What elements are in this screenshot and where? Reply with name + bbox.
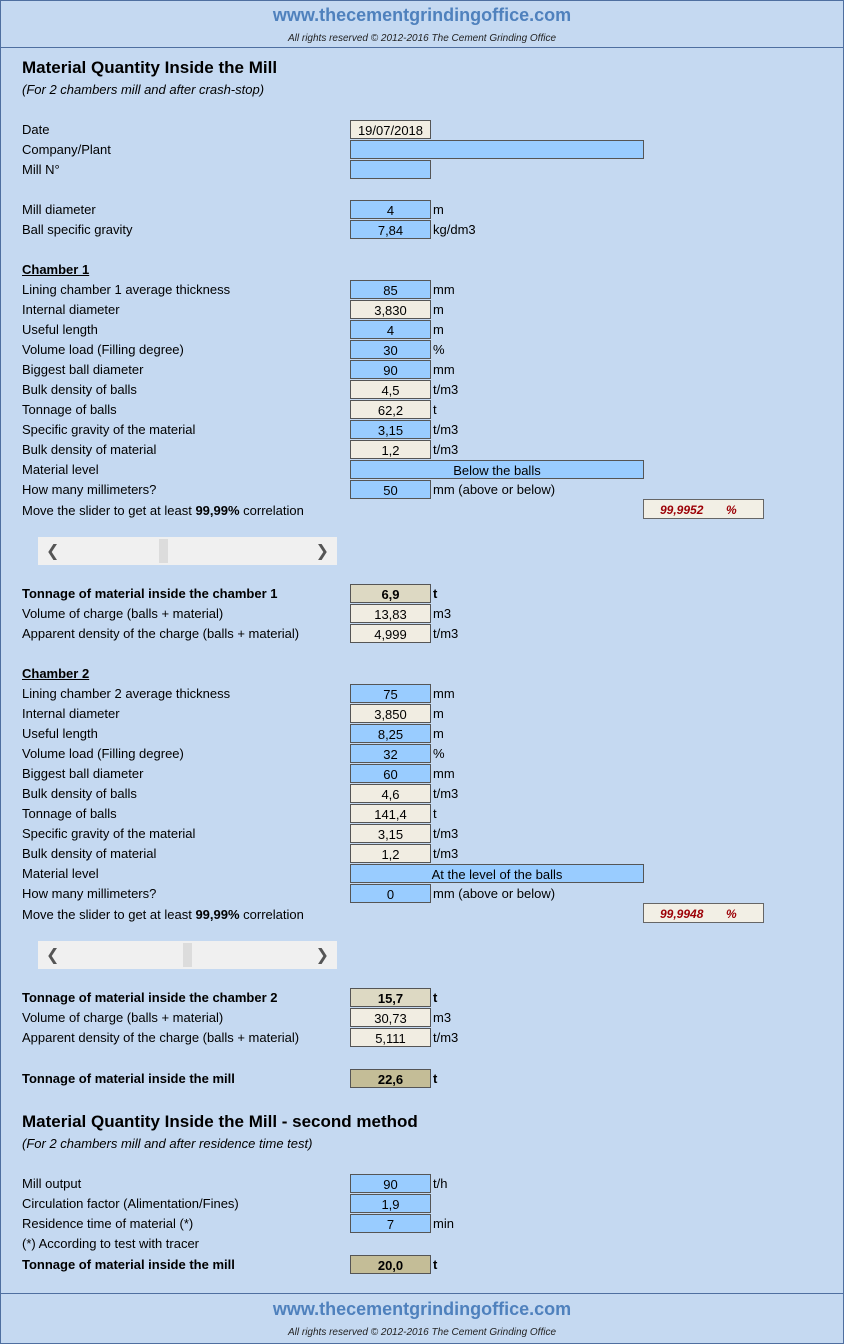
c1-length-input[interactable]: 4 xyxy=(350,320,431,339)
c1-mm-input[interactable]: 50 xyxy=(350,480,431,499)
chamber1-heading: Chamber 1 xyxy=(22,262,90,277)
c2-mm-label: How many millimeters? xyxy=(22,886,157,901)
c1-ball-input[interactable]: 90 xyxy=(350,360,431,379)
c2-length-label: Useful length xyxy=(22,726,98,741)
c2-bulk-balls-label: Bulk density of balls xyxy=(22,786,137,801)
c1-tonnage-balls-unit: t xyxy=(433,402,437,417)
c1-charge-vol-unit: m3 xyxy=(433,606,452,621)
c2-bulk-mat-unit: t/m3 xyxy=(433,846,459,861)
c2-ball-input[interactable]: 60 xyxy=(350,764,431,783)
m2-total-label: Tonnage of material inside the mill xyxy=(22,1257,235,1272)
ball-sg-unit: kg/dm3 xyxy=(433,222,476,237)
footer-site-link[interactable]: www.thecementgrindingoffice.com xyxy=(272,1299,572,1319)
mill-diameter-label: Mill diameter xyxy=(22,202,96,217)
m2-output-input[interactable]: 90 xyxy=(350,1174,431,1193)
c1-sg-mat-input[interactable]: 3,15 xyxy=(350,420,431,439)
c2-internal-label: Internal diameter xyxy=(22,706,120,721)
c1-bulk-balls-unit: t/m3 xyxy=(433,382,459,397)
c1-lining-unit: mm xyxy=(433,282,455,297)
c1-slider-instruction: Move the slider to get at least 99,99% correlation xyxy=(22,503,304,518)
c2-lining-label: Lining chamber 2 average thickness xyxy=(22,686,231,701)
m2-total-unit: t xyxy=(433,1257,438,1272)
c2-correlation-cell xyxy=(643,903,764,923)
c2-level-select[interactable]: At the level of the balls xyxy=(350,864,644,883)
c1-density-unit: t/m3 xyxy=(433,626,459,641)
mill-no-label: Mill N° xyxy=(22,162,60,177)
chevron-left-icon[interactable]: ❮ xyxy=(46,947,60,964)
c1-slider-thumb[interactable] xyxy=(159,539,168,563)
c2-volume-label: Volume load (Filling degree) xyxy=(22,746,184,761)
c2-bulk-balls-value: 4,6 xyxy=(350,784,431,803)
c1-volume-unit: % xyxy=(433,342,445,357)
c2-correlation-unit: % xyxy=(726,907,737,921)
c2-tonnage-balls-unit: t xyxy=(433,806,437,821)
c1-bulk-mat-value: 1,2 xyxy=(350,440,431,459)
c2-charge-vol-unit: m3 xyxy=(433,1010,452,1025)
c1-bulk-balls-value: 4,5 xyxy=(350,380,431,399)
c2-mm-unit: mm (above or below) xyxy=(433,886,556,901)
c2-density-label: Apparent density of the charge (balls + material) xyxy=(22,1030,300,1045)
c1-charge-vol-value: 13,83 xyxy=(350,604,431,623)
footer-rights-text: All rights reserved © 2012-2016 The Cement Grinding Office xyxy=(287,1327,557,1338)
c1-sg-mat-unit: t/m3 xyxy=(433,422,459,437)
method2-title: Material Quantity Inside the Mill - second method xyxy=(22,1112,418,1131)
page-title: Material Quantity Inside the Mill xyxy=(22,58,278,77)
mill-total-label: Tonnage of material inside the mill xyxy=(22,1071,235,1086)
c1-bulk-balls-label: Bulk density of balls xyxy=(22,382,137,397)
c1-correlation-cell xyxy=(643,499,764,519)
c2-length-unit: m xyxy=(433,726,444,741)
header-divider xyxy=(0,47,844,48)
c1-result-unit: t xyxy=(433,586,438,601)
c2-bulk-mat-label: Bulk density of material xyxy=(22,846,157,861)
c2-lining-unit: mm xyxy=(433,686,455,701)
mill-no-input[interactable] xyxy=(350,160,431,179)
c2-level-label: Material level xyxy=(22,866,99,881)
c1-mm-label: How many millimeters? xyxy=(22,482,157,497)
c2-internal-unit: m xyxy=(433,706,444,721)
m2-note: (*) According to test with tracer xyxy=(22,1236,200,1251)
c2-tonnage-balls-value: 141,4 xyxy=(350,804,431,823)
date-label: Date xyxy=(22,122,50,137)
c1-correlation-slider[interactable] xyxy=(38,537,337,565)
m2-circ-label: Circulation factor (Alimentation/Fines) xyxy=(22,1196,239,1211)
m2-output-label: Mill output xyxy=(22,1176,82,1191)
chevron-left-icon[interactable]: ❮ xyxy=(46,543,60,560)
date-cell[interactable]: 19/07/2018 xyxy=(350,120,431,139)
c1-result-value: 6,9 xyxy=(350,584,431,603)
c2-volume-unit: % xyxy=(433,746,445,761)
c1-density-value: 4,999 xyxy=(350,624,431,643)
m2-total-value: 20,0 xyxy=(350,1255,431,1274)
c1-volume-input[interactable]: 30 xyxy=(350,340,431,359)
c1-result-label: Tonnage of material inside the chamber 1 xyxy=(22,586,278,601)
c1-internal-label: Internal diameter xyxy=(22,302,120,317)
c2-mm-input[interactable]: 0 xyxy=(350,884,431,903)
c2-correlation-slider[interactable] xyxy=(38,941,337,969)
c1-mm-unit: mm (above or below) xyxy=(433,482,556,497)
c1-charge-vol-label: Volume of charge (balls + material) xyxy=(22,606,224,621)
chevron-right-icon[interactable]: ❯ xyxy=(315,947,329,964)
c1-lining-input[interactable]: 85 xyxy=(350,280,431,299)
c1-internal-unit: m xyxy=(433,302,444,317)
c1-sg-mat-label: Specific gravity of the material xyxy=(22,422,196,437)
c1-bulk-mat-unit: t/m3 xyxy=(433,442,459,457)
chamber2-heading: Chamber 2 xyxy=(22,666,90,681)
c1-volume-label: Volume load (Filling degree) xyxy=(22,342,184,357)
c2-result-value: 15,7 xyxy=(350,988,431,1007)
m2-circ-input[interactable]: 1,9 xyxy=(350,1194,431,1213)
c2-slider-instruction: Move the slider to get at least 99,99% correlation xyxy=(22,907,304,922)
c2-result-unit: t xyxy=(433,990,438,1005)
mill-total-value: 22,6 xyxy=(350,1069,431,1088)
page-subtitle: (For 2 chambers mill and after crash-stop) xyxy=(22,82,265,97)
c2-charge-vol-value: 30,73 xyxy=(350,1008,431,1027)
c1-bulk-mat-label: Bulk density of material xyxy=(22,442,157,457)
c1-correlation-value: 99,9952 xyxy=(660,503,704,517)
c2-internal-value: 3,850 xyxy=(350,704,431,723)
c2-sg-mat-label: Specific gravity of the material xyxy=(22,826,196,841)
c1-lining-label: Lining chamber 1 average thickness xyxy=(22,282,231,297)
c2-length-input[interactable]: 8,25 xyxy=(350,724,431,743)
c2-correlation-value: 99,9948 xyxy=(660,907,704,921)
c2-sg-mat-unit: t/m3 xyxy=(433,826,459,841)
c2-tonnage-balls-label: Tonnage of balls xyxy=(22,806,117,821)
c1-density-label: Apparent density of the charge (balls + material) xyxy=(22,626,300,641)
c1-correlation-unit: % xyxy=(726,503,737,517)
c1-length-label: Useful length xyxy=(22,322,98,337)
ball-sg-input[interactable]: 7,84 xyxy=(350,220,431,239)
mill-diameter-unit: m xyxy=(433,202,444,217)
c1-tonnage-balls-value: 62,2 xyxy=(350,400,431,419)
company-label: Company/Plant xyxy=(22,142,111,157)
c2-density-value: 5,111 xyxy=(350,1028,431,1047)
c2-volume-input[interactable]: 32 xyxy=(350,744,431,763)
m2-residence-input[interactable]: 7 xyxy=(350,1214,431,1233)
c2-lining-input[interactable]: 75 xyxy=(350,684,431,703)
m2-residence-unit: min xyxy=(433,1216,454,1231)
c2-result-label: Tonnage of material inside the chamber 2 xyxy=(22,990,278,1005)
c2-charge-vol-label: Volume of charge (balls + material) xyxy=(22,1010,224,1025)
c1-level-select[interactable]: Below the balls xyxy=(350,460,644,479)
footer-divider xyxy=(0,1293,844,1294)
c2-slider-thumb[interactable] xyxy=(183,943,192,967)
c1-ball-label: Biggest ball diameter xyxy=(22,362,144,377)
rights-text: All rights reserved © 2012-2016 The Cement Grinding Office xyxy=(287,33,557,44)
c1-length-unit: m xyxy=(433,322,444,337)
ball-sg-label: Ball specific gravity xyxy=(22,222,133,237)
c1-tonnage-balls-label: Tonnage of balls xyxy=(22,402,117,417)
site-link[interactable]: www.thecementgrindingoffice.com xyxy=(272,5,572,25)
c1-level-label: Material level xyxy=(22,462,99,477)
mill-diameter-input[interactable]: 4 xyxy=(350,200,431,219)
m2-residence-label: Residence time of material (*) xyxy=(22,1216,194,1231)
mill-total-unit: t xyxy=(433,1071,438,1086)
c2-density-unit: t/m3 xyxy=(433,1030,459,1045)
c2-ball-unit: mm xyxy=(433,766,455,781)
method2-subtitle: (For 2 chambers mill and after residence time test) xyxy=(22,1136,313,1151)
m2-output-unit: t/h xyxy=(433,1176,448,1191)
c2-sg-mat-value: 3,15 xyxy=(350,824,431,843)
c2-ball-label: Biggest ball diameter xyxy=(22,766,144,781)
chevron-right-icon[interactable]: ❯ xyxy=(315,543,329,560)
c2-bulk-balls-unit: t/m3 xyxy=(433,786,459,801)
c1-ball-unit: mm xyxy=(433,362,455,377)
c1-internal-value: 3,830 xyxy=(350,300,431,319)
company-input[interactable] xyxy=(350,140,644,159)
c2-bulk-mat-value: 1,2 xyxy=(350,844,431,863)
